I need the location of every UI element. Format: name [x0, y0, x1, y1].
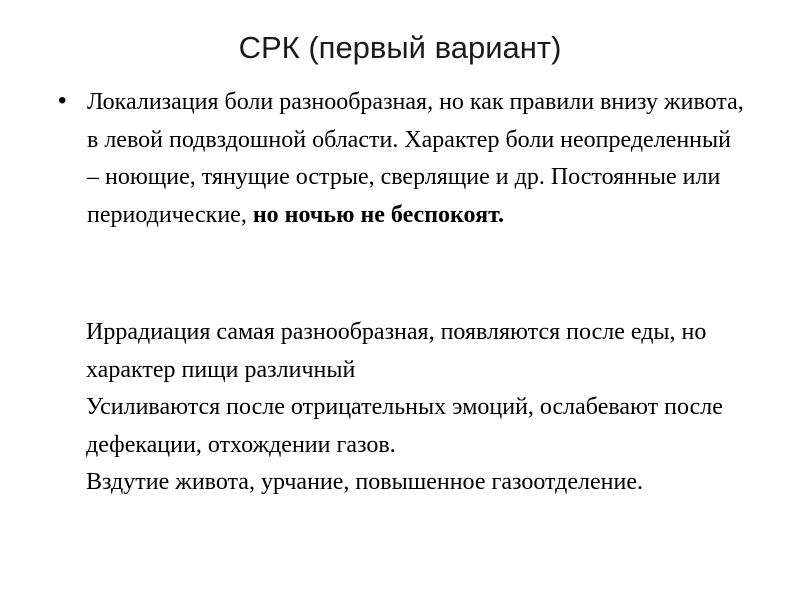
bullet-text [87, 84, 747, 234]
bullet-text-bold: но ночью не беспокоят. [252, 201, 505, 228]
paragraph-irradiation [80, 314, 746, 502]
paragraph-line-1 [80, 314, 746, 389]
slide-title: СРК (первый вариант) [238, 30, 562, 65]
bullet-text-regular: Локализация боли разнообразная, но как правили внизу живота, в левой подвздошной области. Характер боли неопределенный – ноющие, тянущие острые, сверлящие и др. Постоянные или периодические, [87, 89, 744, 228]
paragraph-line-2: Усиливаются после отрицательных эмоций, ослабевают после дефекации, отхождении газов. [86, 394, 723, 458]
bullet-dot-icon: • [58, 87, 67, 114]
paragraph-line-3: Вздутие живота, урчание, повышенное газоотделение. [86, 469, 644, 495]
paragraph-line-1-text: Иррадиация самая разнообразная, появляются после еды, но характер пищи различный [80, 319, 707, 383]
